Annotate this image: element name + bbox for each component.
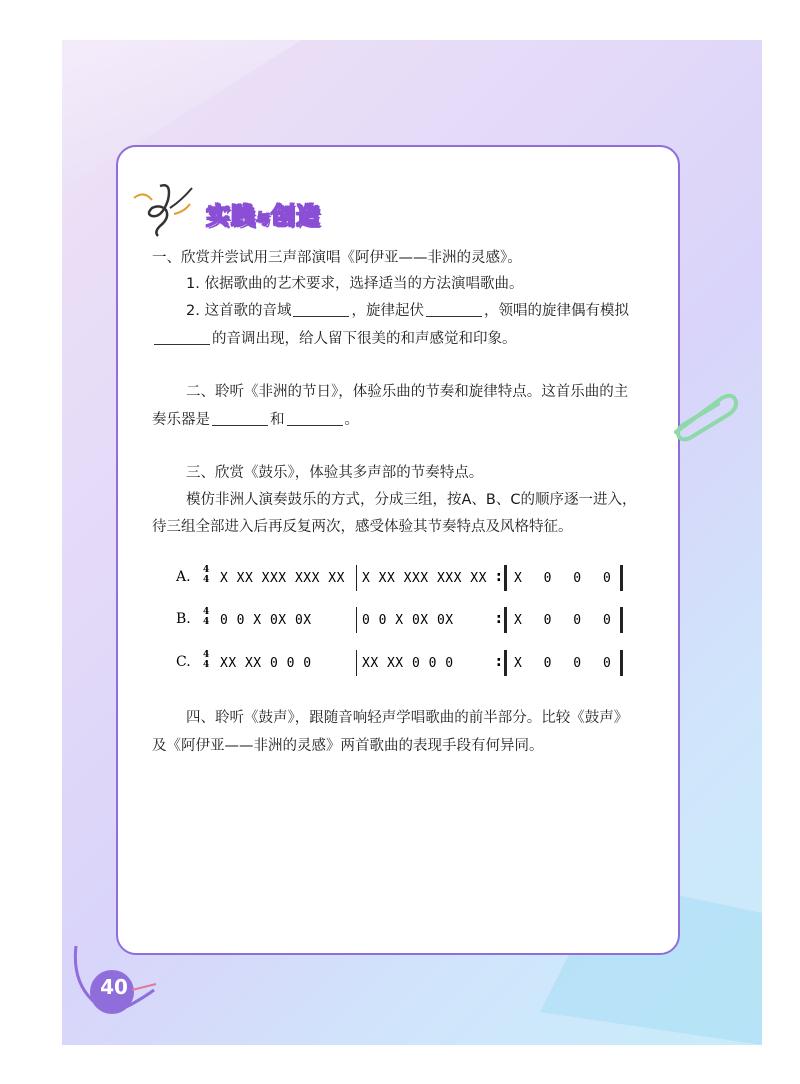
treble-clef-icon bbox=[130, 178, 196, 238]
barline bbox=[356, 607, 357, 633]
repeat-barline bbox=[504, 607, 507, 633]
question-1-heading: 一、欣赏并尝试用三声部演唱《阿伊亚——非洲的灵感》。 bbox=[152, 250, 522, 266]
answer-blank[interactable] bbox=[293, 300, 349, 317]
rhythm-measure: X XX XXX XXX XX bbox=[362, 571, 487, 586]
time-signature: 4 4 bbox=[203, 607, 210, 627]
answer-blank[interactable] bbox=[287, 409, 343, 426]
rhythm-measure: 0 0 X 0X 0X bbox=[220, 613, 312, 628]
question-3-line-1: 模仿非洲人演奏鼓乐的方式，分成三组，按A、B、C的顺序逐一进入， bbox=[186, 492, 637, 508]
repeat-dots: : bbox=[496, 654, 502, 670]
rhythm-measure: XX XX 0 0 0 bbox=[220, 656, 312, 671]
rhythm-row-b bbox=[176, 607, 646, 637]
rhythm-measure: X XX XXX XXX XX bbox=[220, 571, 345, 586]
final-barline bbox=[620, 607, 623, 633]
answer-blank[interactable] bbox=[154, 328, 210, 345]
final-barline bbox=[620, 565, 623, 591]
rhythm-row-a bbox=[176, 565, 646, 595]
question-1-item-2: 2. 这首歌的音域 ，旋律起伏 ，领唱的旋律偶有模拟 bbox=[186, 297, 686, 326]
repeat-dots: : bbox=[496, 611, 502, 627]
ending-measure: X 0 0 0 bbox=[514, 613, 611, 628]
question-4-line-1: 四、聆听《鼓声》，跟随音响轻声学唱歌曲的前半部分。比较《鼓声》 bbox=[186, 710, 629, 726]
row-label: A. bbox=[176, 569, 191, 585]
barline bbox=[356, 650, 357, 676]
rhythm-measure: 0 0 X 0X 0X bbox=[362, 613, 454, 628]
barline bbox=[356, 565, 357, 591]
repeat-barline bbox=[504, 650, 507, 676]
question-2-line-2: 奏乐器是 和 。 bbox=[152, 406, 652, 435]
question-2-line-1: 二、聆听《非洲的节日》，体验乐曲的节奏和旋律特点。这首乐曲的主 bbox=[186, 384, 629, 400]
row-label: C. bbox=[176, 654, 191, 670]
final-barline bbox=[620, 650, 623, 676]
rhythm-measure: XX XX 0 0 0 bbox=[362, 656, 454, 671]
row-label: B. bbox=[176, 611, 191, 627]
question-1-item-2-cont: 的音调出现，给人留下很美的和声感觉和印象。 bbox=[152, 325, 652, 354]
repeat-dots: : bbox=[496, 569, 502, 585]
page-number: 40 bbox=[100, 975, 128, 999]
repeat-barline bbox=[504, 565, 507, 591]
ending-measure: X 0 0 0 bbox=[514, 571, 611, 586]
question-3-heading: 三、欣赏《鼓乐》，体验其多声部的节奏特点。 bbox=[186, 465, 484, 481]
answer-blank[interactable] bbox=[212, 409, 268, 426]
section-title: 实践与创造 bbox=[206, 202, 321, 230]
question-1-item-1: 1. 依据歌曲的艺术要求，选择适当的方法演唱歌曲。 bbox=[186, 276, 524, 292]
section-header bbox=[130, 178, 390, 238]
question-4-line-2: 及《阿伊亚——非洲的灵感》两首歌曲的表现手段有何异同。 bbox=[152, 738, 544, 754]
rhythm-row-c bbox=[176, 650, 646, 680]
time-signature: 4 4 bbox=[203, 565, 210, 585]
time-signature: 4 4 bbox=[203, 650, 210, 670]
answer-blank[interactable] bbox=[426, 300, 482, 317]
ending-measure: X 0 0 0 bbox=[514, 656, 611, 671]
question-3-line-2: 待三组全部进入后再反复两次，感受体验其节奏特点及风格特征。 bbox=[152, 519, 573, 535]
